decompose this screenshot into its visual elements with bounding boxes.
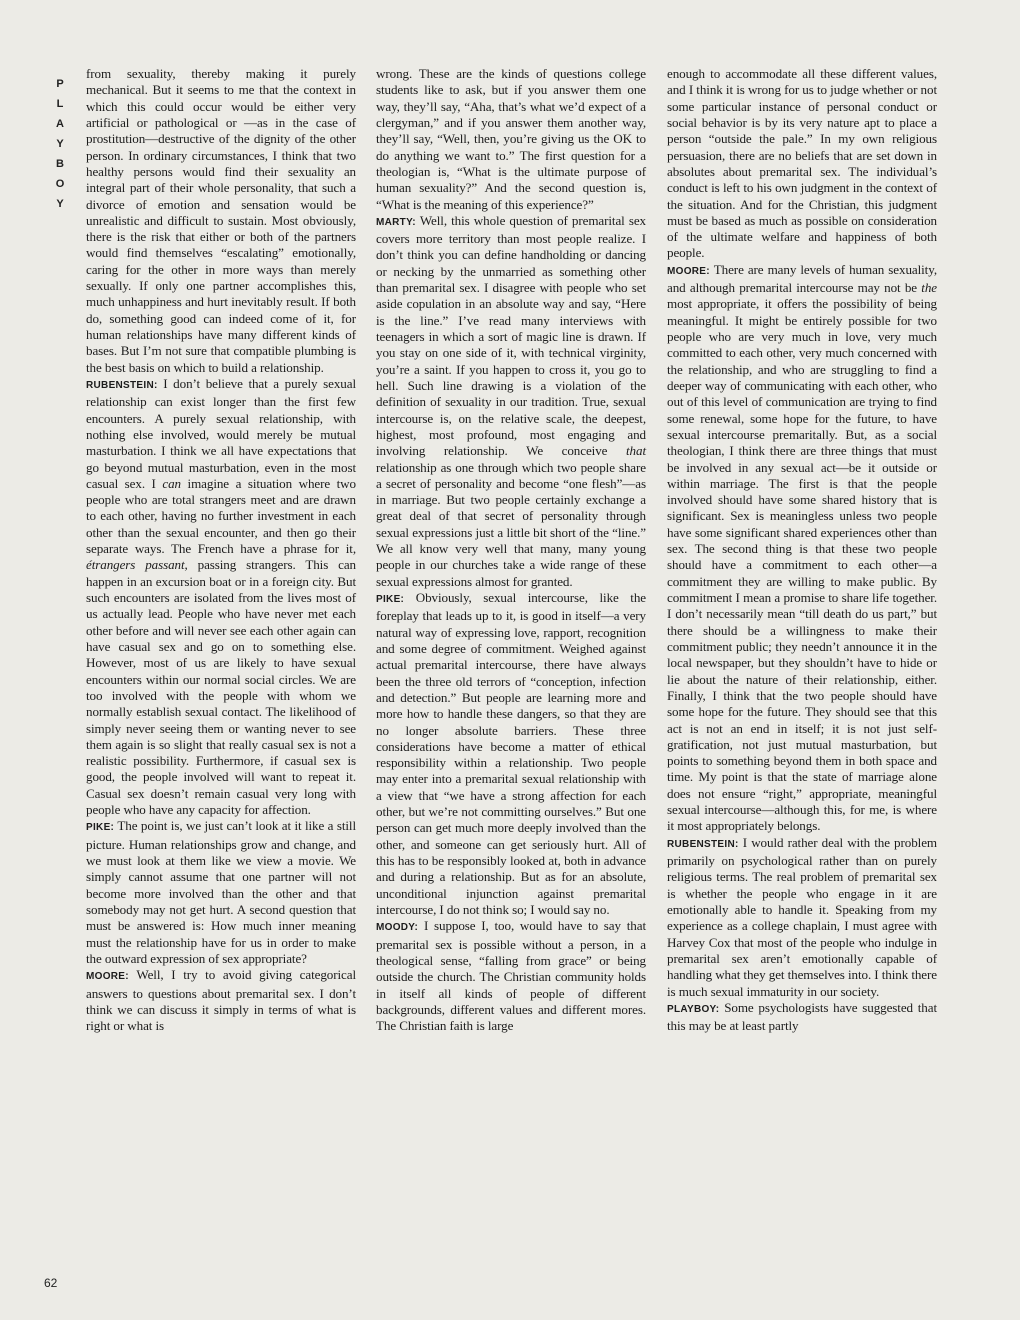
paragraph: [376, 918, 646, 1034]
italic-text: that: [626, 443, 646, 459]
speaker-name: RUBENSTEIN:: [667, 838, 739, 850]
body-text: enough to accommodate all these different values, and I think it is wrong for us to judge whether or not some particular instance of personal conduct or social behavior is by its very nature apt to place a person “outside the pale.” In my own religious persuasion, there are no beliefs that are set down in absolutes about premarital sex. The individual’s conduct is left to his own judgment in the context of the situation. And for the Christian, this judgment must be based as much as possible on consideration of the ultimate welfare and happiness of both people.: [667, 66, 937, 261]
paragraph: [667, 262, 937, 835]
text-column-2: [376, 66, 646, 1034]
italic-text: can: [162, 475, 181, 491]
body-text: passing strangers. This can happen in an excursion boat or in a foreign city. But such encounters are isolated from the lives most of us actually lead. People who have never met each other before and will never see each other again can have casual sex and go on to something else. However, most of us are likely to have sexual encounters within our normal social circles. We are too involved with the people with whom we normally establish sexual contact. The likelihood of simply never seeing them or wanting never to see them again is so slight that really casual sex is not a realistic possibility. Furthermore, if casual sex is good, the people involved will want to repeat it. Casual sex doesn’t remain casual very long with people who have any capacity for affection.: [86, 557, 357, 818]
speaker-name: MOODY:: [376, 922, 419, 934]
body-text: wrong. These are the kinds of questions college students like to ask, but if you answer them one way, they’ll say, “Aha, that’s what we’d expect of a clergyman,” and if you answer them another way, they’ll say, “Well, then, you’re giving us the OK to do anything we want to.” The first question for a theologian is, “What is the ultimate purpose of human sexuality?” And the second question is, “What is the meaning of this experience?”: [376, 66, 646, 212]
speaker-name: PIKE:: [376, 594, 405, 605]
italic-text: étrangers passant,: [86, 557, 188, 573]
body-text: most appropriate, it offers the possibility of being meaningful. It might be entirely possible for two people who are very much in love, very much committed to each other, very much concerned with the relationship, and who are struggling to find a deeper way of communicating with each other, who out of this level of communication are trying to find some renewal, some hope for the future, to have sexual intercourse premaritally. But, as a social theologian, I think there are three things that must be involved in any sexual act—be it outside or within marriage. The first is that the people involved should have some shared history that is significant. Sex is meaningless unless two people have some significant shared experiences other than sex. The second thing is that these two people should have a commitment to each other—a commitment they are willing to make public. By commitment I mean a promise to share life together. I don’t necessarily mean “till death do us part,” but there should be a willingness to make their commitment public; they needn’t announce it in the local newspaper, but they shouldn’t have to hide or lie about the nature of their relationship, either. Finally, I think that the two people should have some hope for the future. They should see that this act is not an end in itself; it is not just self-gratification, not just mutual masturbation, but points to something beyond them in both space and time. My point is that the state of marriage alone does not ensure “right,” appropriate, meaningful sexual intercourse—although this, for me, is where it most appropriately belongs.: [667, 296, 937, 834]
magazine-side-label: [52, 74, 68, 214]
speaker-name: PLAYBOY:: [667, 1003, 720, 1015]
side-letter: Y: [56, 138, 64, 150]
body-text: Well, this whole question of premarital sex covers more territory than most people realize. I don’t think you can define handholding or dancing or necking by the unmarried as something other than premarital sex. I disagree with people who set aside copulation in an absolute way and say, “Here is the line.” I’ve read many interviews with teenagers in which a sort of magic line is drawn. If you stay on one side of it, with technical virginity, you’re a saint. If you happen to cross it, you go to hell. Such line drawing is a violation of the definition of sexuality in our tradition. True, sexual intercourse is, on the relative scale, the deepest, highest, most profound, most engaging and involving relationship. We conceive: [376, 212, 646, 459]
speaker-name: MOORE:: [86, 971, 129, 983]
body-text: There are many levels of human sexuality, and although premarital intercourse may not be: [667, 261, 937, 296]
paragraph: [667, 1000, 937, 1035]
body-text: Some psychologists have suggested that this may be at least partly: [667, 999, 937, 1034]
side-letter: B: [56, 158, 64, 170]
italic-text: the: [921, 280, 937, 296]
paragraph: [86, 818, 356, 967]
body-text: Well, I try to avoid giving categorical answers to questions about premarital sex. I don’t think we can discuss it simply in terms of what is right or what is: [86, 967, 357, 1034]
body-text: relationship as one through which two people share a secret of personality and become “one flesh”—as in marriage. But two people certainly exchange a great deal of that secret of personality through sexual expressions just a little bit short of the “line.” We all know very well that many, many young people in our churches take a wide range of these sexual expressions almost for granted.: [376, 459, 646, 589]
paragraph: [86, 66, 356, 376]
paragraph: [667, 835, 937, 1000]
side-letter: O: [55, 178, 65, 190]
paragraph: [86, 967, 356, 1034]
body-text: imagine a situation where two people who are total strangers meet and are drawn to each other, having no further investment in each other than the sexual encounter, and then go their separate ways. The French have a phrase for it,: [86, 475, 356, 557]
text-column-1: [86, 66, 356, 1034]
body-text: The point is, we just can’t look at it like a still picture. Human relationships grow and change, and we must look at them like we view a movie. We simply cannot assume that one partner will not become more involved than the other and that somebody may not get hurt. A second question that must be answered is: How much inner meaning must the relationship have for us in order to make the outward expression of sex appropriate?: [86, 818, 357, 966]
speaker-name: RUBENSTEIN:: [86, 379, 158, 391]
body-text: I don’t believe that a purely sexual relationship can exist longer than the first few encounters. A purely sexual relationship, with nothing else involved, would merely be mutual masturbation. I think we all have expectations that go beyond mutual masturbation, even in the most casual sex. I: [86, 375, 356, 491]
side-letter: P: [56, 78, 64, 90]
paragraph: [376, 590, 646, 918]
page-number: 62: [44, 1276, 58, 1290]
body-text: I would rather deal with the problem primarily on psychological rather than on purely religious terms. The real problem of premarital sex is whether the people who engage in it are emotionally able to handle it. Speaking from my experience as a college chaplain, I must agree with Harvey Cox that most of the people who indulge in premarital sex aren’t emotionally capable of handling what they get themselves into. I think there is much sexual immaturity in our society.: [667, 834, 937, 999]
paragraph: [667, 66, 937, 262]
body-text: Obviously, sexual intercourse, like the foreplay that leads up to it, is good in itself—a very natural way of expressing love, rapport, recognition and some degree of commitment. Weighed against actual premarital intercourse, there have always been the three old terrors of “conception, infection and detection.” But people are learning more and more how to handle these dangers, so that they are no longer absolute barriers. These three considerations have become a matter of ethical responsibility within a relationship. Two people may enter into a premarital sexual relationship with a view that “we have a strong affection for each other, but we’re not committing ourselves.” But one person can get much more deeply involved than the other, and someone can get seriously hurt. All of this has to be responsibly looked at, both in advance and during a relationship. But as for an absolute, unconditional injunction against premarital intercourse, I do not think so; I would say no.: [376, 590, 646, 917]
text-column-3: [667, 66, 937, 1034]
paragraph: [376, 213, 646, 590]
body-text: from sexuality, thereby making it purely mechanical. But it seems to me that the context in which this could occur would be either very artificial or pathological or —as in the case of prostitution—destructive of the dignity of the other person. In ordinary circumstances, I think that two healthy persons would find their sexuality an integral part of their whole personality, that such a divorce of emotion and sensation would be unrealistic and difficult to sustain. Most obviously, there is the risk that either or both of the partners would find themselves “escalating” emotionally, caring for the other in more ways than merely sexually. If only one partner accomplishes this, much unhappiness and hurt inevitably result. If both do, something good can indeed come of it, for human relationships have many different kinds of bases. But I’m not sure that compatible plumbing is the best basis on which to build a relationship.: [86, 66, 356, 375]
side-letter: L: [56, 98, 64, 110]
paragraph: [376, 66, 646, 213]
paragraph: [86, 376, 356, 818]
body-text: I suppose I, too, would have to say that premarital sex is possible without a person, in a theological sense, “falling from grace” or being outside the church. The Christian community holds in itself all kinds of people of different backgrounds, different values and different mores. The Christian faith is large: [376, 918, 646, 1034]
side-letter: A: [56, 118, 64, 130]
speaker-name: PIKE:: [86, 822, 115, 834]
speaker-name: MARTY:: [376, 216, 416, 228]
speaker-name: MOORE:: [667, 265, 710, 277]
side-letter: Y: [56, 198, 64, 210]
